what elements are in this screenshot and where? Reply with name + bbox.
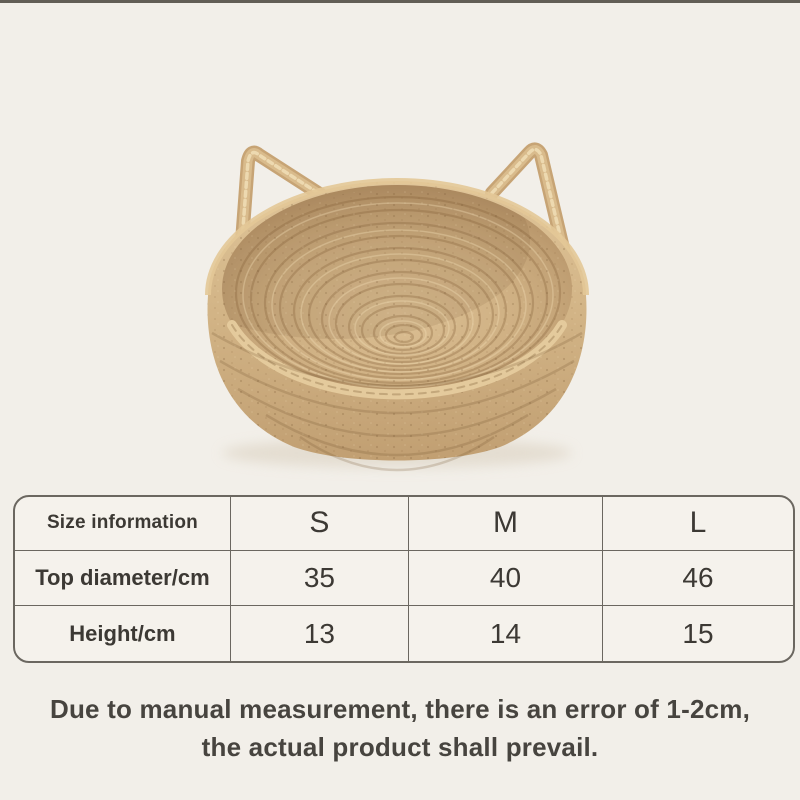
disclaimer-line-2: the actual product shall prevail. (201, 732, 599, 762)
size-table-header-m: M (408, 497, 602, 550)
size-table-row-label: Top diameter/cm (15, 550, 230, 606)
size-table-cell: 40 (408, 550, 602, 606)
size-table-row-label: Height/cm (15, 605, 230, 661)
product-photo (0, 3, 800, 490)
size-table-cell: 14 (408, 605, 602, 661)
disclaimer-line-1: Due to manual measurement, there is an error of 1-2cm, (49, 694, 750, 724)
size-table (13, 495, 795, 663)
size-table-header-s: S (230, 497, 408, 550)
measurement-disclaimer (0, 690, 800, 766)
size-table-header-l: L (602, 497, 793, 550)
size-table-cell: 35 (230, 550, 408, 606)
size-table-cell: 13 (230, 605, 408, 661)
size-table-cell: 15 (602, 605, 793, 661)
size-table-cell: 46 (602, 550, 793, 606)
size-table-header-label: Size information (46, 512, 198, 534)
basket-image (0, 3, 800, 490)
